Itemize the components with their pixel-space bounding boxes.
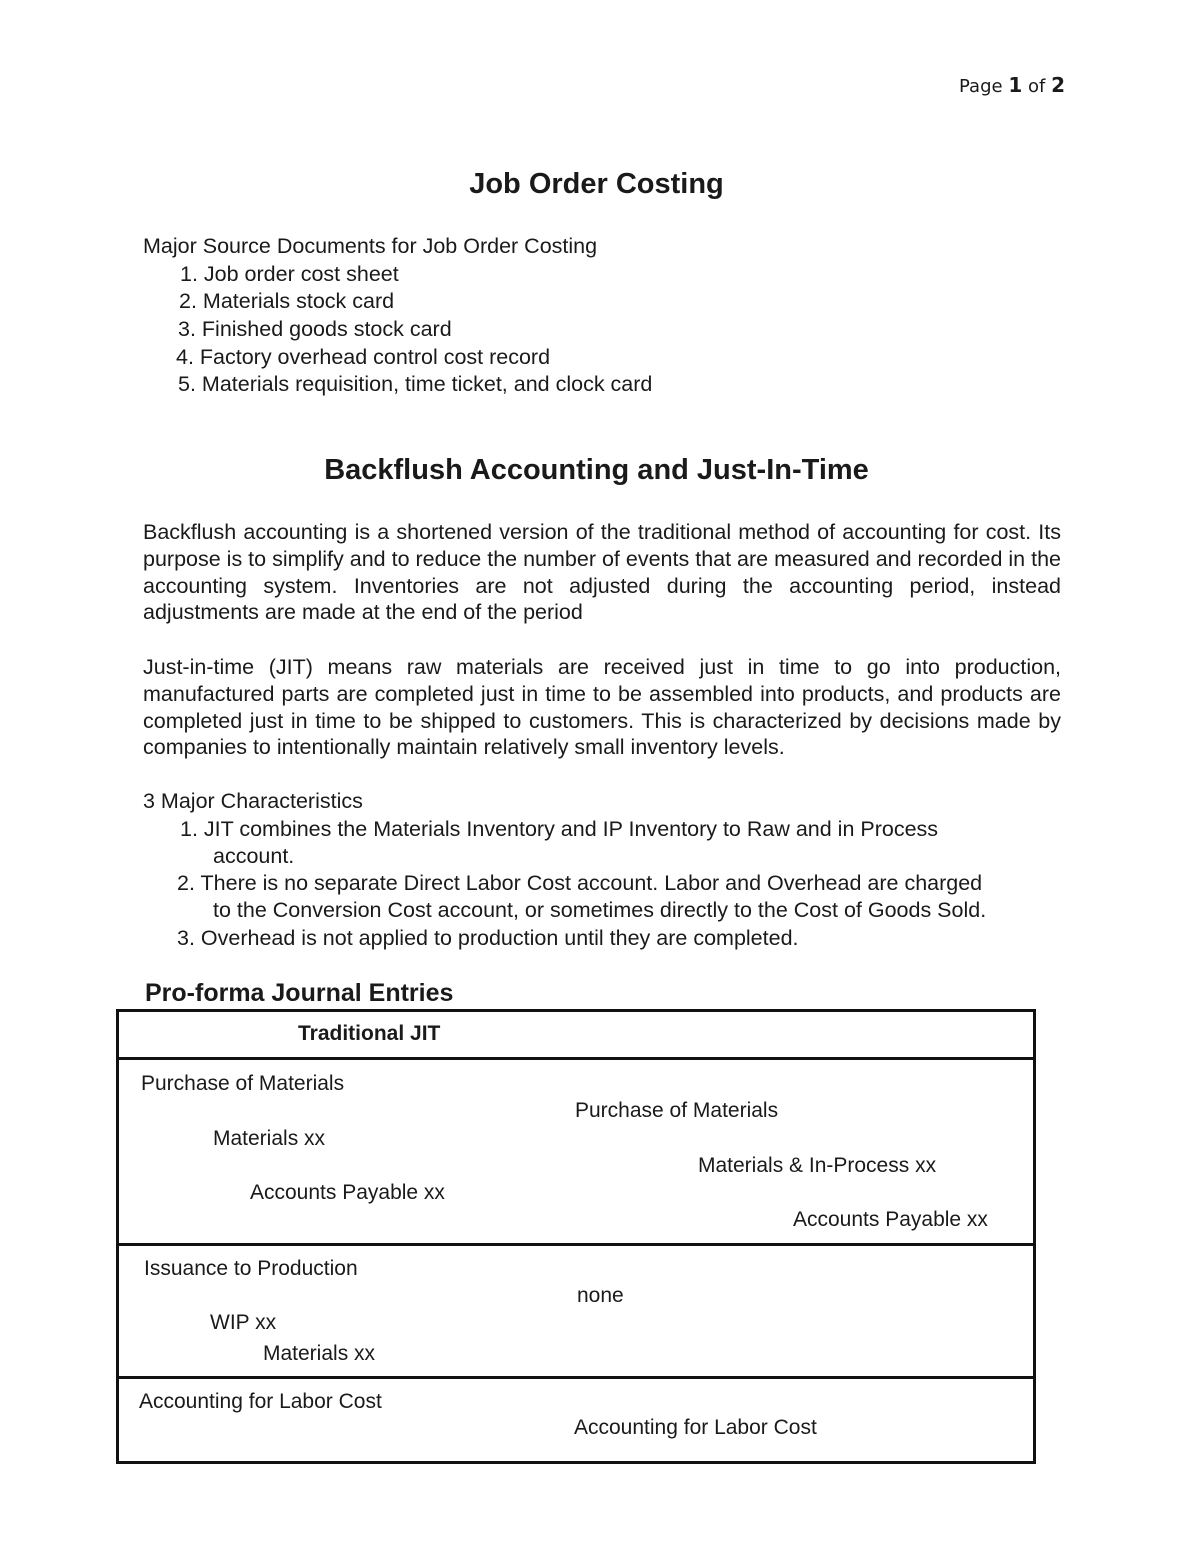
list-item: 3. Finished goods stock card [178, 317, 452, 341]
page-label: Page [959, 76, 1003, 97]
backflush-paragraph: Backflush accounting is a shortened version of the traditional method of accounting for cost. Its purpose is to simplify and to reduce the number of events that are measured and recorded in the accounting system. Inventories are not adjusted during the accounting period, instead adjustments are made at the end of the period [143, 520, 1061, 625]
jit-entry-title: Purchase of Materials [575, 1099, 779, 1122]
jit-paragraph: Just-in-time (JIT) means raw materials are received just in time to go into production, manufactured parts are completed just in time to be assembled into products, and products are completed just in time to be shipped to customers. This is characterized by decisions made by companies to intentionally maintain relatively small inventory levels. [143, 655, 1061, 760]
list-item-continuation: to the Conversion Cost account, or sometimes directly to the Cost of Goods Sold. [213, 898, 987, 922]
jit-debit: Materials & In-Process xx [698, 1154, 937, 1177]
table-divider [116, 1243, 1036, 1246]
table-divider [116, 1376, 1036, 1379]
list-item: 4. Factory overhead control cost record [176, 345, 551, 369]
traditional-debit: Materials xx [213, 1127, 326, 1150]
jit-credit: Accounts Payable xx [793, 1208, 988, 1231]
page-of: of [1027, 76, 1046, 97]
list-item: 1. Job order cost sheet [180, 262, 399, 286]
jit-entry-title: none [577, 1284, 624, 1307]
table-header: Traditional JIT [298, 1022, 441, 1045]
traditional-credit: Accounts Payable xx [250, 1181, 445, 1204]
list-item: 2. Materials stock card [179, 289, 395, 313]
traditional-entry-title: Accounting for Labor Cost [139, 1390, 382, 1413]
traditional-credit: Materials xx [263, 1342, 376, 1365]
list-item: 1. JIT combines the Materials Inventory and IP Inventory to Raw and in Process [180, 817, 939, 841]
traditional-debit: WIP xx [210, 1311, 277, 1334]
list-item: 5. Materials requisition, time ticket, and clock card [178, 372, 653, 396]
table-divider [116, 1057, 1036, 1060]
characteristics-heading: 3 Major Characteristics [143, 789, 363, 813]
source-documents-intro: Major Source Documents for Job Order Costing [143, 234, 598, 258]
page-current: 1 [1008, 73, 1023, 97]
page-total: 2 [1051, 73, 1065, 97]
job-order-costing-title: Job Order Costing [469, 168, 724, 200]
list-item: 2. There is no separate Direct Labor Cost account. Labor and Overhead are charged [177, 871, 983, 895]
traditional-entry-title: Purchase of Materials [141, 1072, 345, 1095]
journal-heading: Pro-forma Journal Entries [145, 979, 454, 1007]
list-item-continuation: account. [213, 844, 295, 868]
jit-entry-title: Accounting for Labor Cost [574, 1416, 817, 1439]
page-number [959, 73, 1065, 97]
backflush-title: Backflush Accounting and Just-In-Time [324, 454, 869, 486]
traditional-entry-title: Issuance to Production [144, 1257, 358, 1280]
list-item: 3. Overhead is not applied to production until they are completed. [177, 926, 799, 950]
